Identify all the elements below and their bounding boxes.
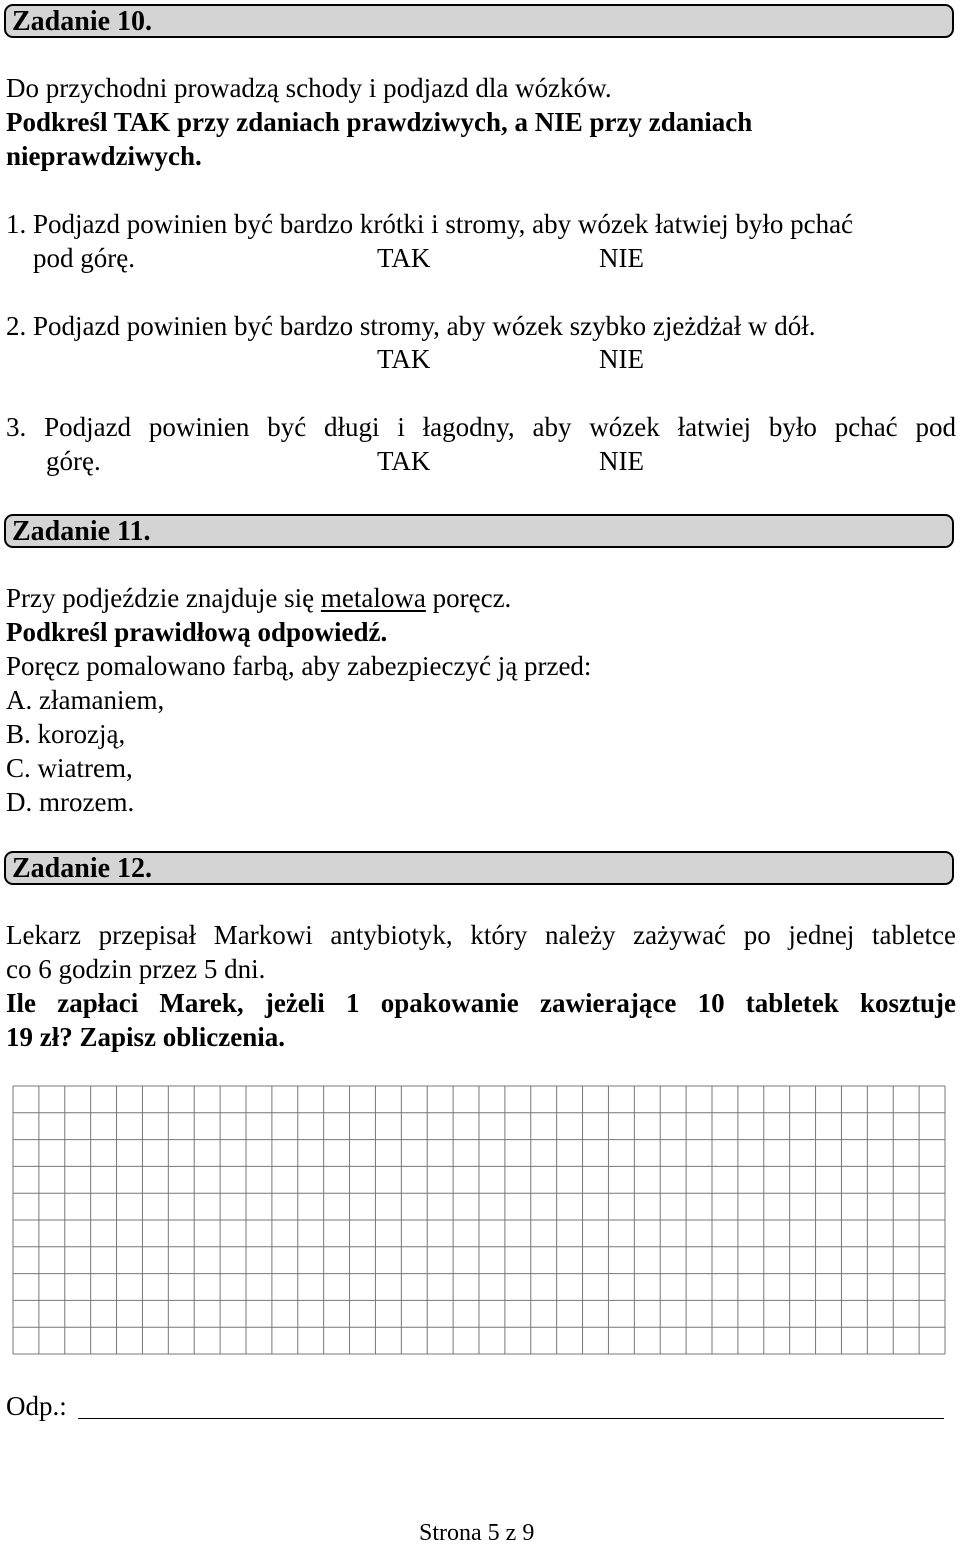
task11-question: Poręcz pomalowano farbą, aby zabezpieczyć ją przed: [6,651,592,681]
task12-title: Zadanie 12. [12,853,153,884]
task11-instruction: Podkreśl prawidłową odpowiedź. [6,617,388,647]
task10-item1-line2: pod górę. [33,243,135,273]
calculation-grid[interactable] [12,1085,948,1355]
item3-no-option[interactable]: NIE [599,446,644,476]
task11-header [4,514,954,548]
task12-header [4,851,954,885]
underlined-word: metalowa [320,583,426,613]
task10-item3-line2: górę. [46,446,101,476]
option-c[interactable]: C. wiatrem, [6,753,133,783]
option-d[interactable]: D. mrozem. [6,787,135,817]
task10-intro: Do przychodni prowadzą schody i podjazd dla wózków. [6,73,612,103]
item3-yes-option[interactable]: TAK [377,446,431,476]
option-a[interactable]: A. złamaniem, [6,685,165,715]
task12-text-line2: co 6 godzin przez 5 dni. [6,954,266,984]
task10-instruction-1: Podkreśl TAK przy zdaniach prawdziwych, a NIE przy zdaniach [6,107,753,137]
task10-item3-line1: 3. Podjazd powinien być długi i łagodny, aby wózek łatwiej było pchać pod [6,412,956,442]
page-number: Strona 5 z 9 [419,1520,535,1546]
option-b[interactable]: B. korozją, [6,719,126,749]
task12-question-line2: 19 zł? Zapisz obliczenia. [6,1022,285,1052]
task10-item1-line1: 1. Podjazd powinien być bardzo krótki i stromy, aby wózek łatwiej było pchać [6,209,854,239]
task12-text-line1: Lekarz przepisał Markowi antybiotyk, który należy zażywać po jednej tabletce [6,920,956,950]
item2-yes-option[interactable]: TAK [377,344,431,374]
task10-instruction-2: nieprawdziwych. [6,141,202,171]
task10-title: Zadanie 10. [12,6,153,37]
answer-line[interactable] [78,1418,944,1419]
answer-label: Odp.: [6,1391,67,1421]
task11-intro: Przy podjeździe znajduje się metalowa poręcz. [6,583,512,613]
item2-no-option[interactable]: NIE [599,344,644,374]
task10-header [4,4,954,38]
task11-title: Zadanie 11. [12,516,151,547]
item1-no-option[interactable]: NIE [599,243,644,273]
task10-item2-line1: 2. Podjazd powinien być bardzo stromy, aby wózek szybko zjeżdżał w dół. [6,311,816,341]
item1-yes-option[interactable]: TAK [377,243,431,273]
task12-question-line1: Ile zapłaci Marek, jeżeli 1 opakowanie zawierające 10 tabletek kosztuje [6,988,956,1018]
